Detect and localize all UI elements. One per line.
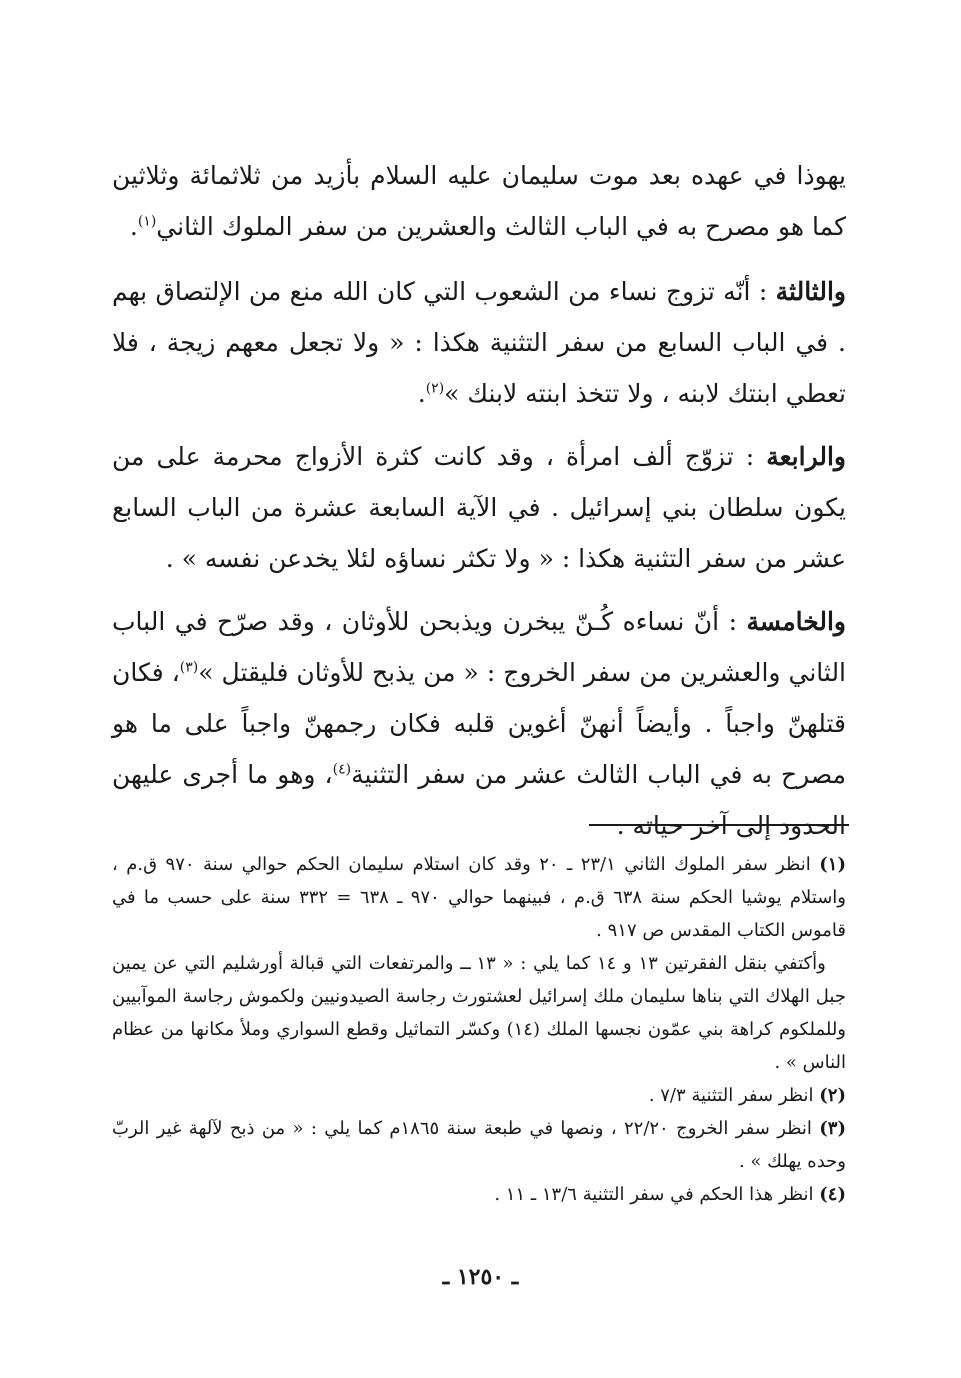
footnotes: [112, 848, 846, 1211]
paragraph-text: : تزوّج ألف امرأة ، وقد كانت كثرة الأزواج محرمة على من يكون سلطان بني إسرائيل . في الآية السابعة عشرة من الباب السابع عشر من سفر التثنية هكذا : « ولا تكثر نساؤه لئلا يخدعن نفسه » .: [112, 442, 846, 573]
paragraph-text: : أنّه تزوج نساء من الشعوب التي كان الله منع من الإلتصاق بهم . في الباب السابع من سفر التثنية هكذا : « ولا تجعل معهم زيجة ، فلا تعطي ابنتك لابنه ، ولا تتخذ ابنته لابنك »: [112, 277, 846, 408]
footnote-text: وأكتفي بنقل الفقرتين ١٣ و ١٤ كما يلي : « ١٣ ــ والمرتفعات التي قبالة أورشليم التي عن يمين جبل الهلاك التي بناها سليمان ملك إسرائيل لعشتورث رجاسة الصيدونيين ولكموش رجاسة الموآبيين وللملكوم كراهة بني عمّون نجسها الملك (١٤) وكسّر التماثيل وقطع السواري وملأ مكانها من عظام الناس » .: [112, 953, 846, 1073]
paragraph-text: يهوذا في عهده بعد موت سليمان عليه السلام بأزيد من ثلاثمائة وثلاثين كما هو مصرح به في الباب الثالث والعشرين من سفر الملوك الثاني: [112, 161, 846, 241]
paragraph-text: : أنّ نساءه كُـنّ يبخرن ويذبحن للأوثان ، وقد صرّح في الباب الثاني والعشرين من سفر الخروج : « من يذبح للأوثان فليقتل »: [112, 607, 847, 687]
paragraph-fifth: [112, 596, 846, 851]
footnote-number: (٢): [819, 1085, 846, 1106]
page-number: ـ ١٢٥٠ ـ: [442, 1264, 519, 1290]
paragraph-lead: والرابعة: [766, 442, 847, 471]
footnote-ref[interactable]: (٤): [332, 761, 352, 778]
footnote-1: [112, 848, 846, 947]
paragraph-third: [112, 266, 846, 419]
footnote-divider: [589, 824, 849, 826]
footnote-number: (١): [819, 854, 846, 875]
footnote-ref[interactable]: (٣): [179, 659, 199, 676]
paragraph-end: .: [129, 212, 138, 241]
footnote-2: [112, 1079, 846, 1112]
footnote-4: [112, 1178, 846, 1211]
footnote-3: [112, 1112, 846, 1178]
paragraph-end: .: [417, 379, 426, 408]
footnote-number: (٤): [819, 1184, 846, 1205]
footnote-number: (٣): [819, 1118, 846, 1139]
paragraph-lead: والخامسة: [746, 607, 846, 636]
footnote-text: انظر سفر الخروج ٢٢/٢٠ ، ونصها في طبعة سنة ١٨٦٥م كما يلي : « من ذبح لآلهة غير الربّ وحده يهلك » .: [112, 1118, 846, 1172]
footnote-text: انظر سفر الملوك الثاني ٢٣/١ ـ ٢٠ وقد كان استلام سليمان الحكم حوالي سنة ٩٧٠ ق.م ، واستلام يوشيا الحكم سنة ٦٣٨ ق.م ، فبينهما حوالي ٩٧٠ ـ ٦٣٨ = ٣٣٢ سنة على حسب ما في قاموس الكتاب المقدس ص ٩١٧ .: [112, 854, 846, 941]
footnote-1-continued: [112, 947, 846, 1079]
paragraph-intro: [112, 150, 846, 252]
footnote-text: انظر هذا الحكم في سفر التثنية ١٣/٦ ـ ١١ .: [494, 1184, 814, 1205]
footnote-text: انظر سفر التثنية ٧/٣ .: [648, 1085, 814, 1106]
main-text: [112, 150, 846, 863]
paragraph-text: ، فكان قتلهنّ واجباً . وأيضاً أنهنّ أغوين قلبه فكان رجمهنّ واجباً على ما هو مصرح به في الباب الثالث عشر من سفر التثنية: [112, 658, 846, 789]
paragraph-lead: والثالثة: [775, 277, 846, 306]
paragraph-text: ، وهو ما أجرى عليهن الحدود إلى آخر حياته .: [112, 760, 846, 840]
footnote-ref[interactable]: (٢): [425, 380, 445, 397]
footnote-ref[interactable]: (١): [137, 213, 157, 230]
paragraph-fourth: [112, 431, 846, 584]
